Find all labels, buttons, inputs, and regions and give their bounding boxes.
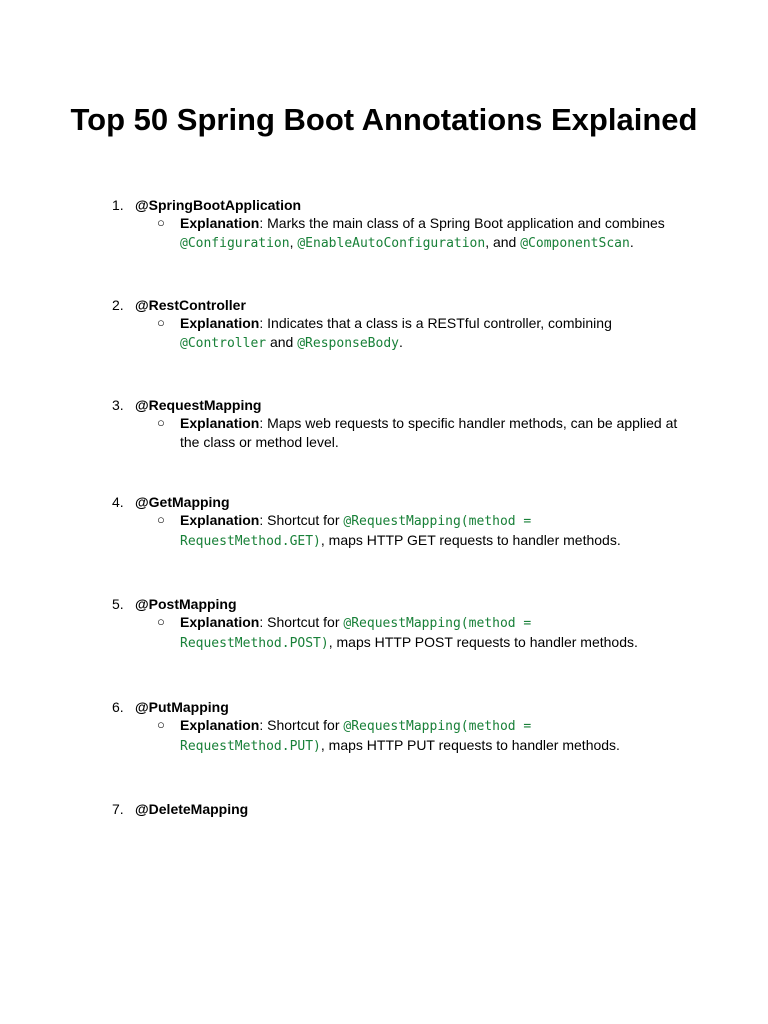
explanation-text: [180, 613, 680, 653]
code-snippet: @ComponentScan: [520, 236, 630, 251]
explanation-label: Explanation: [180, 315, 260, 331]
annotation-name: @PutMapping: [135, 699, 229, 715]
explanation-segment: and: [266, 334, 298, 350]
explanation-text: [180, 314, 680, 353]
code-snippet: @RequestMapping(method = RequestMethod.GET): [180, 514, 532, 549]
explanation-label: Explanation: [180, 415, 260, 431]
explanation-segment: : Marks the main class of a Spring Boot application and combines: [259, 215, 665, 231]
list-item-number: 5.: [112, 596, 124, 612]
annotation-name: @SpringBootApplication: [135, 197, 302, 213]
explanation-segment: : Shortcut for: [259, 717, 344, 733]
explanation-segment: ,: [289, 234, 298, 250]
explanation-segment: : Shortcut for: [259, 614, 344, 630]
explanation-segment: : Indicates that a class is a RESTful controller, combining: [259, 315, 612, 331]
explanation-segment: .: [629, 234, 634, 250]
list-item-number: 1.: [112, 197, 124, 213]
code-snippet: @EnableAutoConfiguration: [297, 236, 486, 251]
hollow-bullet-icon: ○: [157, 614, 165, 629]
explanation-label: Explanation: [180, 215, 260, 231]
explanation-segment: , maps HTTP PUT requests to handler methods.: [320, 737, 620, 753]
list-item-number: 7.: [112, 801, 124, 817]
hollow-bullet-icon: ○: [157, 415, 165, 430]
explanation-label: Explanation: [180, 614, 260, 630]
explanation-segment: , and: [485, 234, 521, 250]
explanation-text: [180, 214, 680, 253]
explanation-segment: : Shortcut for: [259, 512, 344, 528]
explanation-segment: , maps HTTP POST requests to handler methods.: [328, 634, 638, 650]
page-title: Top 50 Spring Boot Annotations Explained: [70, 102, 698, 137]
hollow-bullet-icon: ○: [157, 215, 165, 230]
explanation-text: [180, 414, 680, 452]
list-item-number: 4.: [112, 494, 124, 510]
code-snippet: @ResponseBody: [297, 336, 399, 351]
code-snippet: @RequestMapping(method = RequestMethod.POST): [180, 616, 532, 651]
explanation-text: [180, 511, 680, 551]
hollow-bullet-icon: ○: [157, 717, 165, 732]
explanation-label: Explanation: [180, 717, 260, 733]
code-snippet: @Controller: [180, 336, 267, 351]
annotation-name: @RequestMapping: [135, 397, 262, 413]
code-snippet: @RequestMapping(method = RequestMethod.PUT): [180, 719, 532, 754]
annotation-name: @RestController: [135, 297, 246, 313]
code-snippet: @Configuration: [180, 236, 290, 251]
annotation-name: @GetMapping: [135, 494, 230, 510]
list-item-number: 2.: [112, 297, 124, 313]
explanation-segment: .: [398, 334, 403, 350]
list-item-number: 6.: [112, 699, 124, 715]
explanation-label: Explanation: [180, 512, 260, 528]
annotation-name: @DeleteMapping: [135, 801, 249, 817]
list-item-number: 3.: [112, 397, 124, 413]
annotation-name: @PostMapping: [135, 596, 237, 612]
explanation-segment: : Maps web requests to specific handler methods, can be applied at the class or method level.: [180, 415, 678, 450]
explanation-segment: , maps HTTP GET requests to handler methods.: [320, 532, 621, 548]
explanation-text: [180, 716, 680, 756]
hollow-bullet-icon: ○: [157, 315, 165, 330]
hollow-bullet-icon: ○: [157, 512, 165, 527]
